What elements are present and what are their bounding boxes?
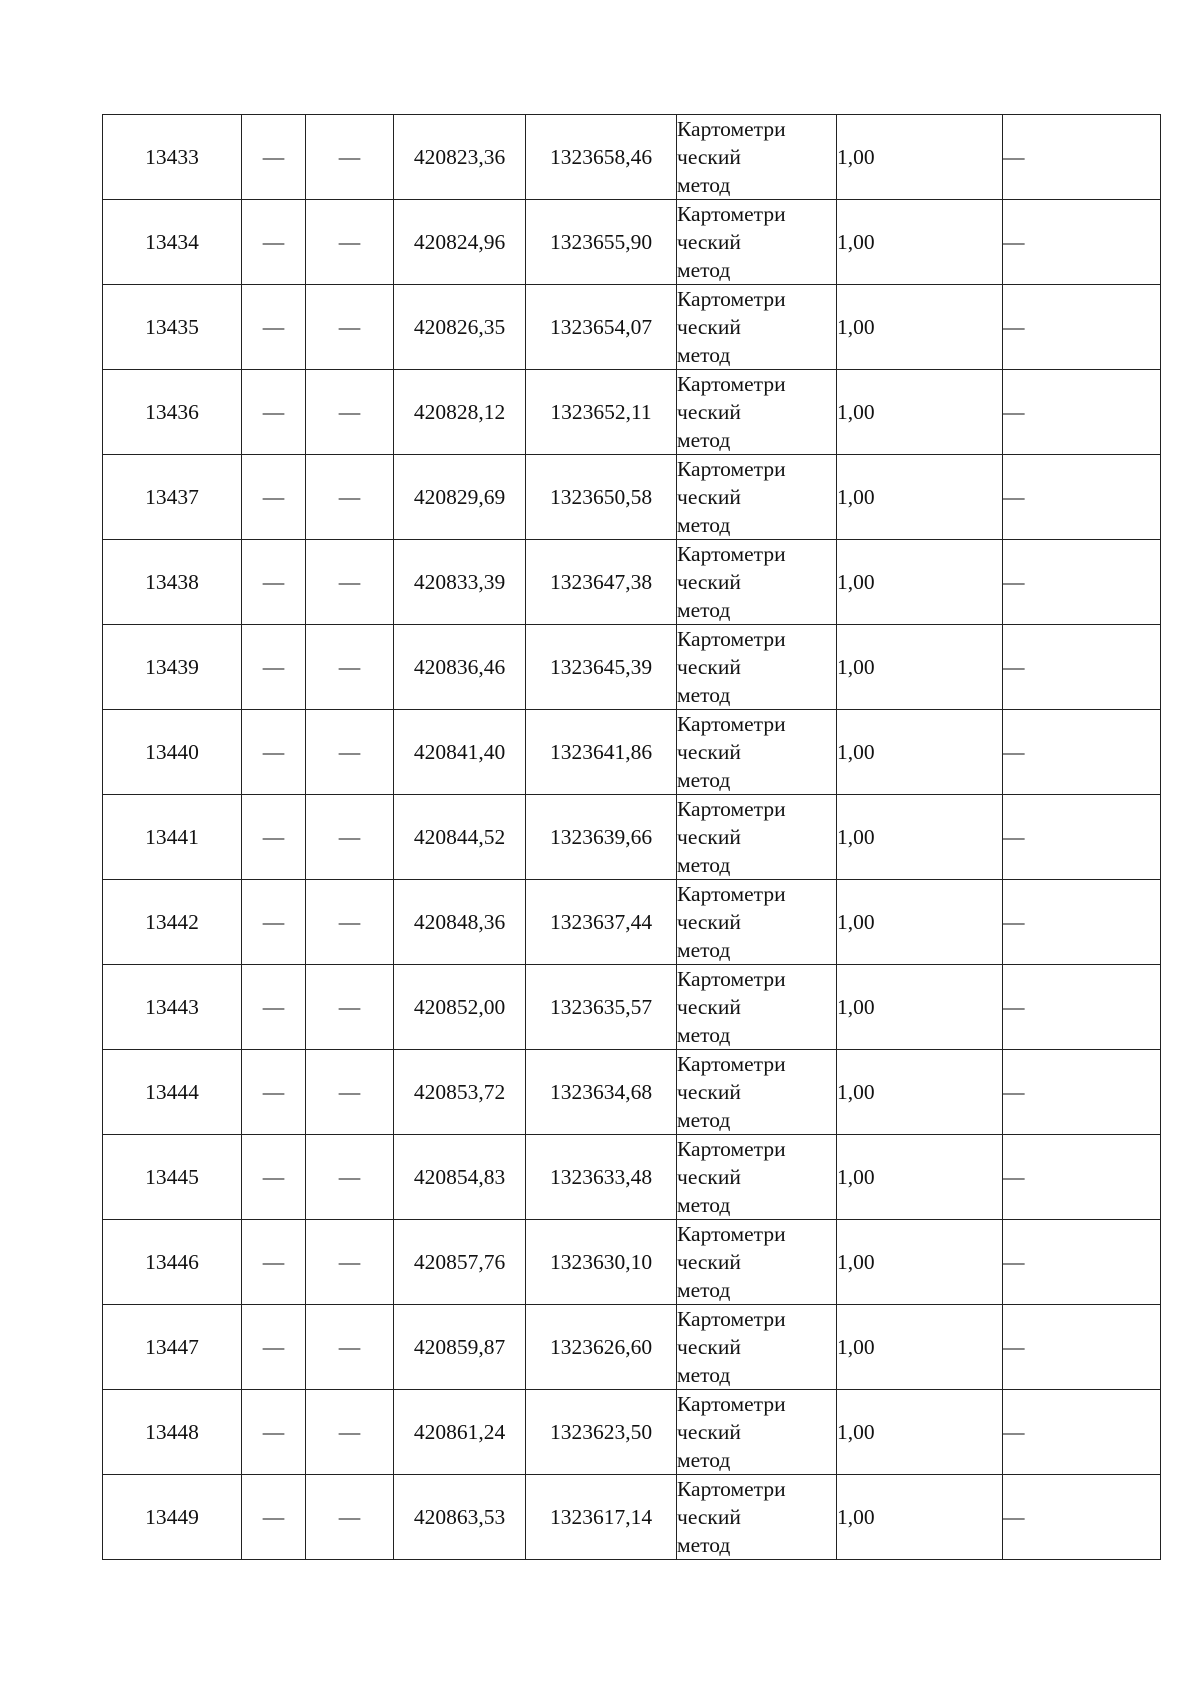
table-body bbox=[103, 115, 1161, 1560]
column-3-cell: — bbox=[306, 880, 394, 965]
note-cell: — bbox=[1003, 1050, 1161, 1135]
point-number-cell: 13447 bbox=[103, 1305, 242, 1390]
column-2-cell: — bbox=[242, 200, 306, 285]
accuracy-cell: 1,00 bbox=[837, 880, 1003, 965]
x-coordinate-cell: 420828,12 bbox=[394, 370, 526, 455]
x-coordinate-cell: 420844,52 bbox=[394, 795, 526, 880]
accuracy-cell: 1,00 bbox=[837, 455, 1003, 540]
y-coordinate-cell: 1323655,90 bbox=[526, 200, 677, 285]
table-row bbox=[103, 115, 1161, 200]
x-coordinate-cell: 420854,83 bbox=[394, 1135, 526, 1220]
column-2-cell: — bbox=[242, 965, 306, 1050]
table-row bbox=[103, 455, 1161, 540]
method-cell: Картометри ческий метод bbox=[677, 1135, 837, 1220]
accuracy-cell: 1,00 bbox=[837, 285, 1003, 370]
method-cell: Картометри ческий метод bbox=[677, 200, 837, 285]
note-cell: — bbox=[1003, 1305, 1161, 1390]
coordinates-table bbox=[102, 114, 1161, 1560]
accuracy-cell: 1,00 bbox=[837, 200, 1003, 285]
y-coordinate-cell: 1323654,07 bbox=[526, 285, 677, 370]
note-cell: — bbox=[1003, 200, 1161, 285]
column-3-cell: — bbox=[306, 1390, 394, 1475]
table-row bbox=[103, 880, 1161, 965]
x-coordinate-cell: 420833,39 bbox=[394, 540, 526, 625]
column-2-cell: — bbox=[242, 710, 306, 795]
y-coordinate-cell: 1323652,11 bbox=[526, 370, 677, 455]
note-cell: — bbox=[1003, 625, 1161, 710]
y-coordinate-cell: 1323633,48 bbox=[526, 1135, 677, 1220]
x-coordinate-cell: 420857,76 bbox=[394, 1220, 526, 1305]
accuracy-cell: 1,00 bbox=[837, 1390, 1003, 1475]
y-coordinate-cell: 1323641,86 bbox=[526, 710, 677, 795]
column-3-cell: — bbox=[306, 1050, 394, 1135]
accuracy-cell: 1,00 bbox=[837, 1220, 1003, 1305]
column-3-cell: — bbox=[306, 540, 394, 625]
column-3-cell: — bbox=[306, 370, 394, 455]
table-row bbox=[103, 965, 1161, 1050]
table-row bbox=[103, 1305, 1161, 1390]
method-cell: Картометри ческий метод bbox=[677, 1475, 837, 1560]
column-2-cell: — bbox=[242, 1305, 306, 1390]
y-coordinate-cell: 1323647,38 bbox=[526, 540, 677, 625]
table-row bbox=[103, 1220, 1161, 1305]
y-coordinate-cell: 1323645,39 bbox=[526, 625, 677, 710]
x-coordinate-cell: 420826,35 bbox=[394, 285, 526, 370]
column-3-cell: — bbox=[306, 1305, 394, 1390]
column-2-cell: — bbox=[242, 625, 306, 710]
point-number-cell: 13438 bbox=[103, 540, 242, 625]
method-cell: Картометри ческий метод bbox=[677, 965, 837, 1050]
point-number-cell: 13443 bbox=[103, 965, 242, 1050]
column-3-cell: — bbox=[306, 965, 394, 1050]
note-cell: — bbox=[1003, 370, 1161, 455]
method-cell: Картометри ческий метод bbox=[677, 625, 837, 710]
accuracy-cell: 1,00 bbox=[837, 115, 1003, 200]
x-coordinate-cell: 420824,96 bbox=[394, 200, 526, 285]
method-cell: Картометри ческий метод bbox=[677, 455, 837, 540]
method-cell: Картометри ческий метод bbox=[677, 540, 837, 625]
method-cell: Картометри ческий метод bbox=[677, 880, 837, 965]
column-3-cell: — bbox=[306, 115, 394, 200]
column-3-cell: — bbox=[306, 1475, 394, 1560]
note-cell: — bbox=[1003, 880, 1161, 965]
column-3-cell: — bbox=[306, 455, 394, 540]
table-row bbox=[103, 625, 1161, 710]
method-cell: Картометри ческий метод bbox=[677, 285, 837, 370]
document-page bbox=[102, 114, 1160, 1560]
column-2-cell: — bbox=[242, 1475, 306, 1560]
x-coordinate-cell: 420861,24 bbox=[394, 1390, 526, 1475]
method-cell: Картометри ческий метод bbox=[677, 795, 837, 880]
column-2-cell: — bbox=[242, 880, 306, 965]
note-cell: — bbox=[1003, 540, 1161, 625]
accuracy-cell: 1,00 bbox=[837, 1135, 1003, 1220]
point-number-cell: 13446 bbox=[103, 1220, 242, 1305]
column-3-cell: — bbox=[306, 795, 394, 880]
point-number-cell: 13435 bbox=[103, 285, 242, 370]
method-cell: Картометри ческий метод bbox=[677, 1050, 837, 1135]
x-coordinate-cell: 420853,72 bbox=[394, 1050, 526, 1135]
method-cell: Картометри ческий метод bbox=[677, 710, 837, 795]
point-number-cell: 13442 bbox=[103, 880, 242, 965]
point-number-cell: 13445 bbox=[103, 1135, 242, 1220]
method-cell: Картометри ческий метод bbox=[677, 370, 837, 455]
note-cell: — bbox=[1003, 1135, 1161, 1220]
y-coordinate-cell: 1323639,66 bbox=[526, 795, 677, 880]
y-coordinate-cell: 1323617,14 bbox=[526, 1475, 677, 1560]
x-coordinate-cell: 420823,36 bbox=[394, 115, 526, 200]
point-number-cell: 13444 bbox=[103, 1050, 242, 1135]
column-2-cell: — bbox=[242, 795, 306, 880]
note-cell: — bbox=[1003, 710, 1161, 795]
x-coordinate-cell: 420829,69 bbox=[394, 455, 526, 540]
column-2-cell: — bbox=[242, 1050, 306, 1135]
x-coordinate-cell: 420863,53 bbox=[394, 1475, 526, 1560]
column-3-cell: — bbox=[306, 710, 394, 795]
note-cell: — bbox=[1003, 1390, 1161, 1475]
table-row bbox=[103, 285, 1161, 370]
table-row bbox=[103, 1390, 1161, 1475]
accuracy-cell: 1,00 bbox=[837, 540, 1003, 625]
column-3-cell: — bbox=[306, 200, 394, 285]
column-2-cell: — bbox=[242, 1220, 306, 1305]
method-cell: Картометри ческий метод bbox=[677, 1220, 837, 1305]
method-cell: Картометри ческий метод bbox=[677, 1390, 837, 1475]
note-cell: — bbox=[1003, 795, 1161, 880]
y-coordinate-cell: 1323650,58 bbox=[526, 455, 677, 540]
point-number-cell: 13440 bbox=[103, 710, 242, 795]
note-cell: — bbox=[1003, 285, 1161, 370]
accuracy-cell: 1,00 bbox=[837, 1305, 1003, 1390]
column-2-cell: — bbox=[242, 285, 306, 370]
point-number-cell: 13436 bbox=[103, 370, 242, 455]
table-row bbox=[103, 540, 1161, 625]
table-row bbox=[103, 795, 1161, 880]
x-coordinate-cell: 420836,46 bbox=[394, 625, 526, 710]
y-coordinate-cell: 1323658,46 bbox=[526, 115, 677, 200]
column-2-cell: — bbox=[242, 1135, 306, 1220]
column-3-cell: — bbox=[306, 625, 394, 710]
accuracy-cell: 1,00 bbox=[837, 1475, 1003, 1560]
note-cell: — bbox=[1003, 115, 1161, 200]
x-coordinate-cell: 420852,00 bbox=[394, 965, 526, 1050]
y-coordinate-cell: 1323634,68 bbox=[526, 1050, 677, 1135]
y-coordinate-cell: 1323635,57 bbox=[526, 965, 677, 1050]
accuracy-cell: 1,00 bbox=[837, 370, 1003, 455]
table-row bbox=[103, 710, 1161, 795]
table-row bbox=[103, 1475, 1161, 1560]
table-row bbox=[103, 1135, 1161, 1220]
note-cell: — bbox=[1003, 965, 1161, 1050]
column-3-cell: — bbox=[306, 1220, 394, 1305]
table-row bbox=[103, 1050, 1161, 1135]
x-coordinate-cell: 420859,87 bbox=[394, 1305, 526, 1390]
method-cell: Картометри ческий метод bbox=[677, 115, 837, 200]
note-cell: — bbox=[1003, 1220, 1161, 1305]
point-number-cell: 13433 bbox=[103, 115, 242, 200]
y-coordinate-cell: 1323630,10 bbox=[526, 1220, 677, 1305]
column-2-cell: — bbox=[242, 115, 306, 200]
accuracy-cell: 1,00 bbox=[837, 710, 1003, 795]
method-cell: Картометри ческий метод bbox=[677, 1305, 837, 1390]
note-cell: — bbox=[1003, 1475, 1161, 1560]
point-number-cell: 13448 bbox=[103, 1390, 242, 1475]
accuracy-cell: 1,00 bbox=[837, 795, 1003, 880]
column-2-cell: — bbox=[242, 455, 306, 540]
accuracy-cell: 1,00 bbox=[837, 965, 1003, 1050]
point-number-cell: 13449 bbox=[103, 1475, 242, 1560]
point-number-cell: 13441 bbox=[103, 795, 242, 880]
y-coordinate-cell: 1323626,60 bbox=[526, 1305, 677, 1390]
x-coordinate-cell: 420848,36 bbox=[394, 880, 526, 965]
y-coordinate-cell: 1323623,50 bbox=[526, 1390, 677, 1475]
column-3-cell: — bbox=[306, 285, 394, 370]
point-number-cell: 13434 bbox=[103, 200, 242, 285]
column-3-cell: — bbox=[306, 1135, 394, 1220]
accuracy-cell: 1,00 bbox=[837, 1050, 1003, 1135]
column-2-cell: — bbox=[242, 370, 306, 455]
table-row bbox=[103, 200, 1161, 285]
x-coordinate-cell: 420841,40 bbox=[394, 710, 526, 795]
column-2-cell: — bbox=[242, 540, 306, 625]
table-row bbox=[103, 370, 1161, 455]
y-coordinate-cell: 1323637,44 bbox=[526, 880, 677, 965]
accuracy-cell: 1,00 bbox=[837, 625, 1003, 710]
column-2-cell: — bbox=[242, 1390, 306, 1475]
point-number-cell: 13437 bbox=[103, 455, 242, 540]
point-number-cell: 13439 bbox=[103, 625, 242, 710]
note-cell: — bbox=[1003, 455, 1161, 540]
